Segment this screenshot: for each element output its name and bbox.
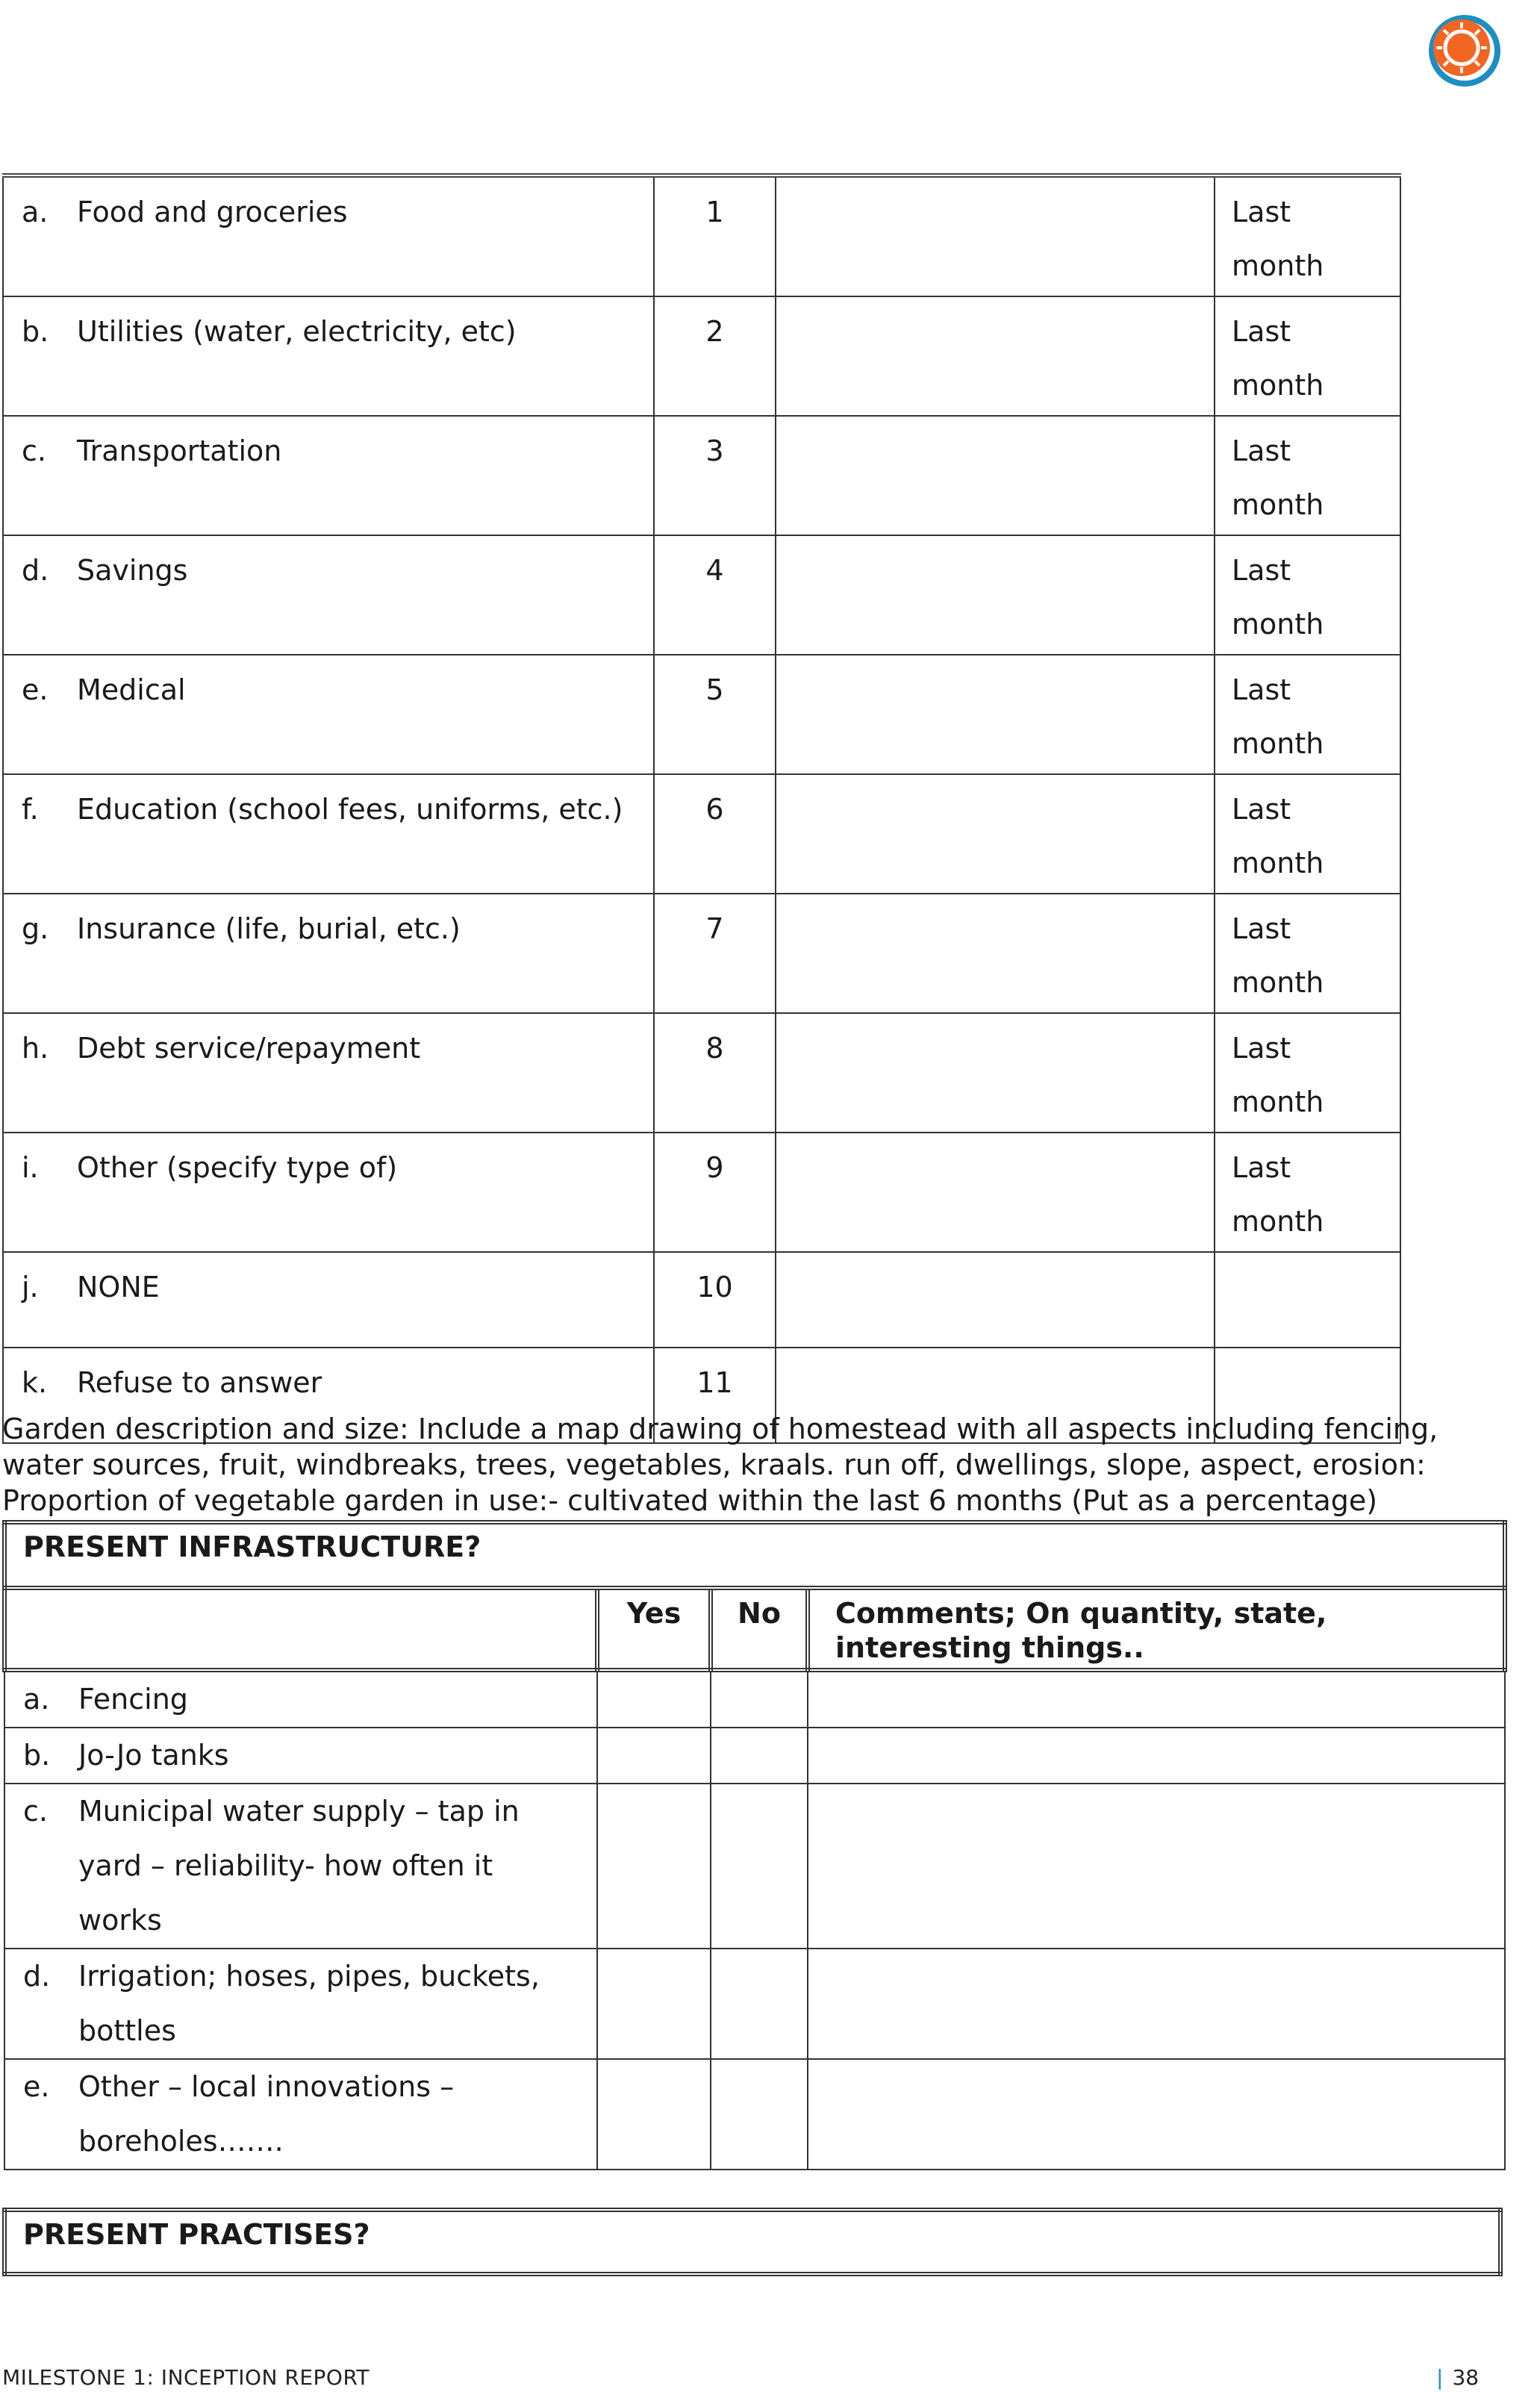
table-row xyxy=(4,1728,1505,1784)
row-code: 5 xyxy=(654,655,776,774)
answer-cell[interactable] xyxy=(776,416,1215,535)
table-row xyxy=(3,655,1400,774)
row-code: 6 xyxy=(654,774,776,894)
infrastructure-title: PRESENT INFRASTRUCTURE? xyxy=(4,1522,1505,1588)
row-label: j. NONE xyxy=(3,1252,654,1348)
footer-separator: | xyxy=(1436,2365,1444,2390)
no-cell[interactable] xyxy=(711,1728,808,1784)
answer-cell[interactable] xyxy=(776,655,1215,774)
row-label: g. Insurance (life, burial, etc.) xyxy=(3,894,654,1013)
answer-cell[interactable] xyxy=(776,774,1215,894)
infrastructure-table xyxy=(2,1520,1507,2170)
garden-description-paragraph: Garden description and size: Include a map drawing of homestead with all aspects including fencing, water sources, fruit, windbreaks, trees, vegetables, kraals. run off, dwellings, slope, aspect, erosion: Proportion of vegetable garden in use:- cultivated within the last 6 months (Put as a percentage) xyxy=(2,1413,1438,1517)
table-row xyxy=(3,416,1400,535)
yes-cell[interactable] xyxy=(597,1728,711,1784)
table-row xyxy=(4,1949,1505,2059)
comments-cell[interactable] xyxy=(808,1670,1505,1728)
period-cell xyxy=(1215,1252,1400,1348)
period-cell: Last month xyxy=(1215,655,1400,774)
period-cell: Last month xyxy=(1215,535,1400,655)
row-label: f. Education (school fees, uniforms, etc.) xyxy=(3,774,654,894)
row-label: e. Medical xyxy=(3,655,654,774)
no-cell[interactable] xyxy=(711,2059,808,2170)
table-row xyxy=(4,1670,1505,1728)
table-row xyxy=(3,1013,1400,1133)
row-code: 9 xyxy=(654,1133,776,1252)
row-label: b. Utilities (water, electricity, etc) xyxy=(3,296,654,416)
answer-cell[interactable] xyxy=(776,894,1215,1013)
practises-title: PRESENT PRACTISES? xyxy=(4,2210,1500,2274)
yes-cell[interactable] xyxy=(597,2059,711,2170)
row-label: d. Irrigation; hoses, pipes, buckets, bottles xyxy=(4,1949,597,2059)
comments-cell[interactable] xyxy=(808,2059,1505,2170)
row-code: 3 xyxy=(654,416,776,535)
table-row xyxy=(3,1252,1400,1348)
comments-cell[interactable] xyxy=(808,1784,1505,1949)
expenditure-table xyxy=(2,173,1401,1444)
period-cell: Last month xyxy=(1215,1013,1400,1133)
row-label: h. Debt service/repayment xyxy=(3,1013,654,1133)
table-row xyxy=(4,1784,1505,1949)
yes-cell[interactable] xyxy=(597,1670,711,1728)
row-code: 2 xyxy=(654,296,776,416)
row-label: b. Jo-Jo tanks xyxy=(4,1728,597,1784)
row-label: i. Other (specify type of) xyxy=(3,1133,654,1252)
row-code: 11 xyxy=(654,1348,776,1443)
row-code: 8 xyxy=(654,1013,776,1133)
answer-cell[interactable] xyxy=(776,296,1215,416)
row-code: 10 xyxy=(654,1252,776,1348)
row-label: c. Transportation xyxy=(3,416,654,535)
row-code: 1 xyxy=(654,175,776,296)
period-cell: Last month xyxy=(1215,175,1400,296)
answer-cell[interactable] xyxy=(776,1013,1215,1133)
table-header-row xyxy=(4,1588,1505,1670)
page-number xyxy=(1436,2365,1479,2390)
no-cell[interactable] xyxy=(711,1784,808,1949)
no-cell[interactable] xyxy=(711,1949,808,2059)
table-row xyxy=(3,296,1400,416)
period-cell: Last month xyxy=(1215,774,1400,894)
row-label: a. Fencing xyxy=(4,1670,597,1728)
table-row xyxy=(3,535,1400,655)
table-row xyxy=(3,1133,1400,1252)
yes-cell[interactable] xyxy=(597,1784,711,1949)
no-cell[interactable] xyxy=(711,1670,808,1728)
page-number-value: 38 xyxy=(1452,2365,1480,2390)
answer-cell[interactable] xyxy=(776,1133,1215,1252)
row-label: d. Savings xyxy=(3,535,654,655)
period-cell: Last month xyxy=(1215,1133,1400,1252)
period-cell: Last month xyxy=(1215,296,1400,416)
footer-report-title: MILESTONE 1: INCEPTION REPORT xyxy=(2,2365,370,2390)
practises-table xyxy=(2,2208,1503,2276)
comments-cell[interactable] xyxy=(808,1949,1505,2059)
header-comments: Comments; On quantity, state, interesting things.. xyxy=(808,1588,1505,1670)
sun-logo-icon xyxy=(1418,0,1500,105)
row-label: c. Municipal water supply – tap in yard – reliability- how often it works xyxy=(4,1784,597,1949)
header-blank xyxy=(4,1588,597,1670)
row-label: k. Refuse to answer xyxy=(3,1348,654,1443)
table-row xyxy=(3,774,1400,894)
period-cell: Last month xyxy=(1215,894,1400,1013)
row-label: e. Other – local innovations – boreholes……. xyxy=(4,2059,597,2170)
header-no: No xyxy=(711,1588,808,1670)
row-code: 4 xyxy=(654,535,776,655)
table-row xyxy=(3,894,1400,1013)
row-label: a. Food and groceries xyxy=(3,175,654,296)
answer-cell[interactable] xyxy=(776,535,1215,655)
header-yes: Yes xyxy=(597,1588,711,1670)
answer-cell[interactable] xyxy=(776,175,1215,296)
yes-cell[interactable] xyxy=(597,1949,711,2059)
table-row xyxy=(3,175,1400,296)
row-code: 7 xyxy=(654,894,776,1013)
comments-cell[interactable] xyxy=(808,1728,1505,1784)
answer-cell[interactable] xyxy=(776,1252,1215,1348)
period-cell: Last month xyxy=(1215,416,1400,535)
table-row xyxy=(4,2059,1505,2170)
